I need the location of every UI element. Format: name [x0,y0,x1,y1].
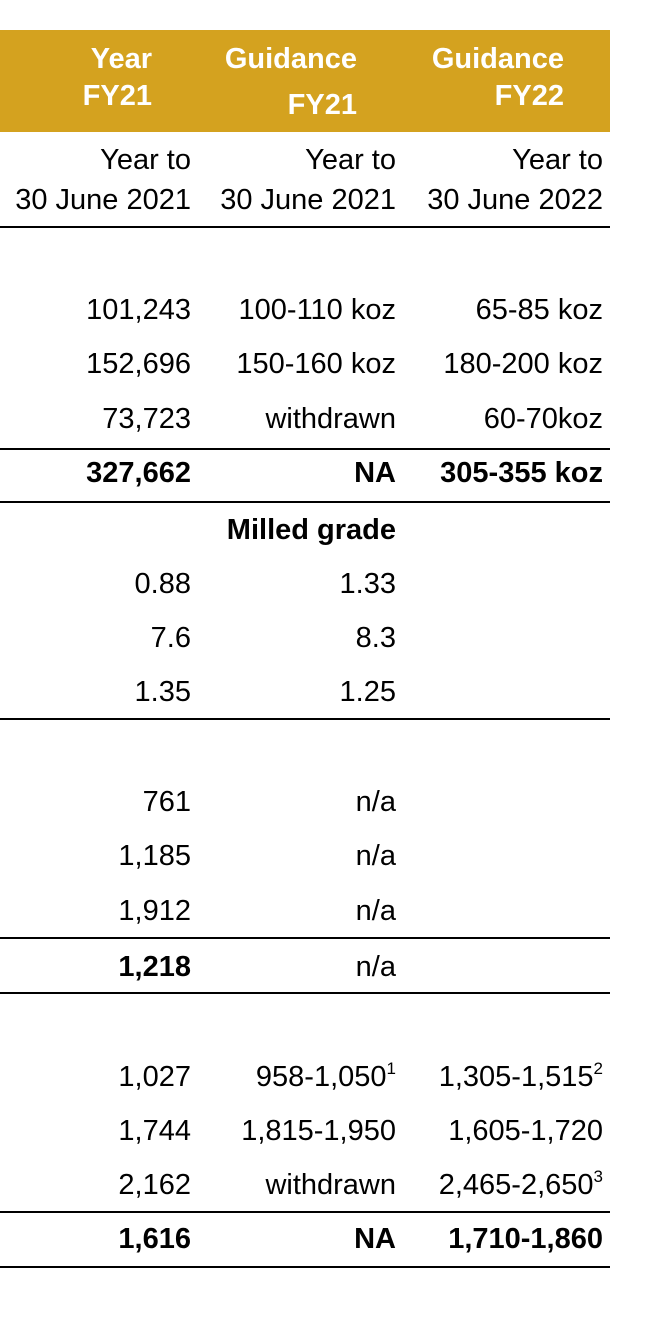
footnote-marker: 2 [593,1059,603,1078]
grade-row-3-col2: 1.25 [339,676,396,708]
period-col3-line1: Year to [512,144,603,176]
production-row-1-col2: 100-110 koz [238,294,396,326]
production-total-col3: 305-355 koz [440,457,603,489]
grade-heading: Milled grade [226,514,396,546]
aisc-row-3-col2: withdrawn [265,1169,396,1201]
cost-row-1-col1: 761 [142,786,191,818]
aisc-total-col2: NA [354,1223,396,1255]
period-col1-line1: Year to [100,144,191,176]
cost-row-3-col2: n/a [355,895,396,927]
production-row-2-col3: 180-200 koz [443,348,603,380]
aisc-row-2-col2: 1,815-1,950 [241,1115,396,1147]
header-col2-line1: Guidance [224,43,357,75]
grade-row-1-col2: 1.33 [339,568,396,600]
grade-row-1-col1: 0.88 [134,568,191,600]
aisc-row-2-col1: 1,744 [118,1115,191,1147]
aisc-row-2-col3: 1,605-1,720 [448,1115,603,1147]
period-col3-line2: 30 June 2022 [427,184,603,216]
period-col1-line2: 30 June 2021 [15,184,191,216]
aisc-row-3-col3: 2,465-2,650$^3$ [438,1167,603,1201]
divider [0,937,610,939]
divider [0,226,610,228]
cost-total-col1: 1,218 [118,951,191,983]
divider [0,1266,610,1268]
aisc-row-1-col2: 958-1,050$^1$ [255,1059,396,1093]
production-total-col2: NA [354,457,396,489]
header-col3-line1: Guidance [431,43,564,75]
production-row-2-col2: 150-160 koz [236,348,396,380]
header-col2-line2: FY21 [287,89,357,121]
production-row-1-col1: 101,243 [86,294,191,326]
divider [0,1211,610,1213]
cost-row-1-col2: n/a [355,786,396,818]
production-row-2-col1: 152,696 [86,348,191,380]
grade-row-2-col2: 8.3 [355,622,396,654]
aisc-total-col3: 1,710-1,860 [448,1223,603,1255]
footnote-marker: 3 [593,1167,603,1186]
header-col1-line2: FY21 [82,80,152,112]
header-band [0,30,610,132]
header-col1-line1: Year [90,43,152,75]
divider [0,501,610,503]
production-total-col1: 327,662 [86,457,191,489]
divider [0,718,610,720]
grade-row-2-col1: 7.6 [150,622,191,654]
period-col2-line2: 30 June 2021 [220,184,396,216]
production-row-3-col1: 73,723 [102,403,191,435]
divider [0,992,610,994]
aisc-row-1-col1: 1,027 [118,1061,191,1093]
grade-row-3-col1: 1.35 [134,676,191,708]
cost-row-2-col1: 1,185 [118,840,191,872]
divider [0,448,610,450]
aisc-total-col1: 1,616 [118,1223,191,1255]
cost-row-2-col2: n/a [355,840,396,872]
aisc-row-1-col3: 1,305-1,515$^2$ [438,1059,603,1093]
header-col3-line2: FY22 [494,80,564,112]
aisc-row-3-col1: 2,162 [118,1169,191,1201]
cost-total-col2: n/a [355,951,396,983]
cost-row-3-col1: 1,912 [118,895,191,927]
production-row-3-col2: withdrawn [265,403,396,435]
production-row-1-col3: 65-85 koz [475,294,603,326]
period-col2-line1: Year to [305,144,396,176]
footnote-marker: 1 [386,1059,396,1078]
production-row-3-col3: 60-70koz [483,403,603,435]
